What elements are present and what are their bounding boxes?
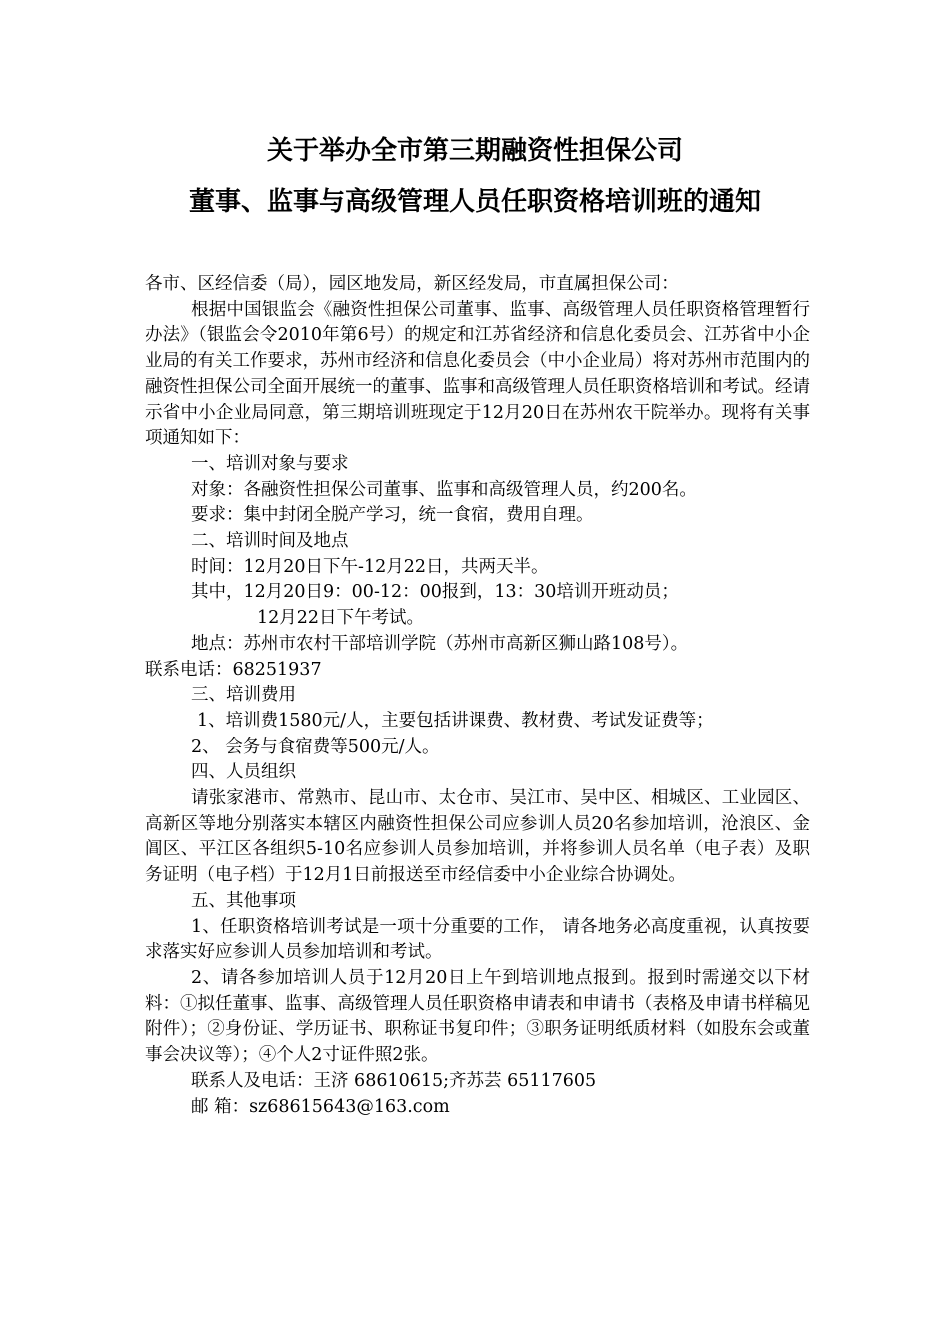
document-title-line1: 关于举办全市第三期融资性担保公司 (266, 136, 683, 166)
section4-heading: 四、人员组织 (191, 762, 296, 783)
section3-item2: 2、 会务与食宿费等500元/人。 (191, 736, 440, 757)
section3-heading: 三、培训费用 (191, 685, 296, 706)
contact-email: 邮 箱：sz68615643@163.com (191, 1096, 450, 1117)
section2-schedule: 其中，12月20日9：00-12：00报到，13：30培训开班动员； (191, 582, 679, 603)
section5-item1: 1、任职资格培训考试是一项十分重要的工作， 请各地务必高度重视，认真按要求落实好应参训人员参加培训和考试。 (145, 916, 810, 963)
section1-requirement: 要求：集中封闭全脱产学习，统一食宿，费用自理。 (191, 505, 594, 526)
section2-phone: 联系电话：68251937 (145, 659, 322, 680)
salutation: 各市、区经信委（局），园区地发局，新区经发局，市直属担保公司： (145, 274, 679, 294)
section5-item2: 2、请各参加培训人员于12月20日上午到培训地点报到。报到时需递交以下材料：①拟任董事、监事、高级管理人员任职资格申请表和申请书（表格及申请书样稿见附件）；②身份证、学历证书、职称证书复印件；③职务证明纸质材料（如股东会或董事会决议等）；④个人2寸证件照2张。 (145, 967, 810, 1066)
document-body (145, 272, 810, 1120)
section2-time: 时间：12月20日下午-12月22日，共两天半。 (191, 556, 549, 577)
section5-heading: 五、其他事项 (191, 890, 296, 911)
section2-exam: 12月22日下午考试。 (257, 608, 425, 629)
section4-body: 请张家港市、常熟市、昆山市、太仓市、吴江市、吴中区、相城区、工业园区、高新区等地分别落实本辖区内融资性担保公司应参训人员20名参加培训，沧浪区、金阊区、平江区各组织5-10名应参训人员参加培训，并将参训人员名单（电子表）及职务证明（电子档）于12月1日前报送至市经信委中小企业综合协调处。 (145, 788, 810, 886)
contact-people: 联系人及电话：王济 68610615;齐苏芸 65117605 (191, 1070, 597, 1091)
section2-location: 地点：苏州市农村干部培训学院（苏州市高新区狮山路108号）。 (191, 633, 689, 654)
section3-item1: 1、培训费1580元/人，主要包括讲课费、教材费、考试发证费等； (197, 710, 714, 731)
section2-heading: 二、培训时间及地点 (191, 531, 349, 552)
section1-heading: 一、培训对象与要求 (191, 453, 349, 474)
section1-target: 对象：各融资性担保公司董事、监事和高级管理人员，约200名。 (191, 479, 697, 500)
intro-paragraph: 根据中国银监会《融资性担保公司董事、监事、高级管理人员任职资格管理暂行办法》（银监会令2010年第6号）的规定和江苏省经济和信息化委员会、江苏省中小企业局的有关工作要求，苏州市经济和信息化委员会（中小企业局）将对苏州市范围内的融资性担保公司全面开展统一的董事、监事和高级管理人员任职资格培训和考试。经请示省中小企业局同意，第三期培训班现定于12月20日在苏州农干院举办。现将有关事项通知如下： (145, 299, 810, 449)
document-title-line2: 董事、监事与高级管理人员任职资格培训班的通知 (188, 187, 761, 217)
